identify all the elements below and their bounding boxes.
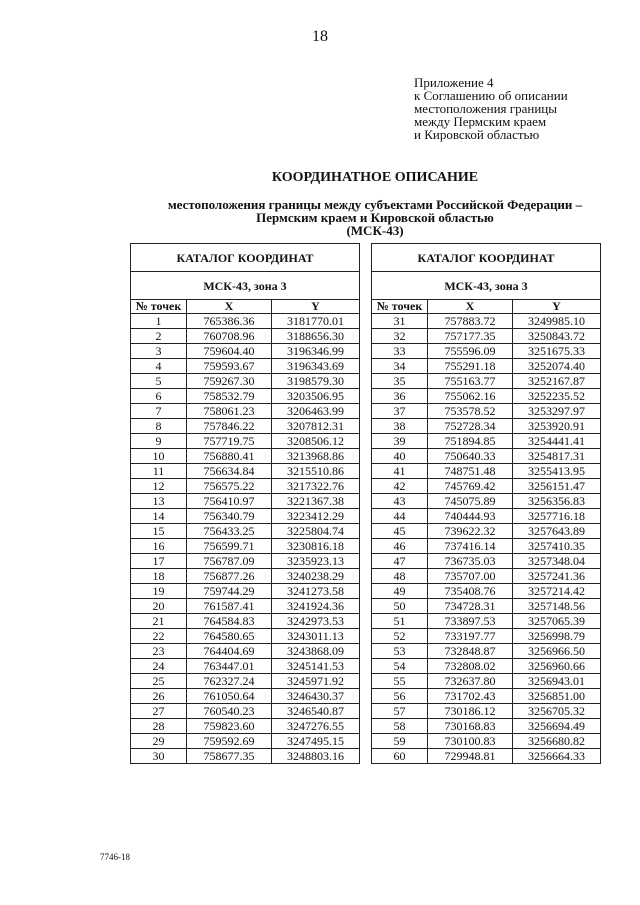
zone-caption: МСК-43, зона 3 [372,272,601,300]
y-coordinate-cell: 3246540.87 [272,704,360,719]
table-row [131,569,360,584]
x-coordinate-cell: 750640.33 [428,449,513,464]
document-heading [140,170,610,237]
table-row [131,629,360,644]
point-number-cell: 54 [372,659,428,674]
x-coordinate-cell: 759823.60 [187,719,272,734]
y-coordinate-cell: 3257716.18 [513,509,601,524]
x-coordinate-cell: 759604.40 [187,344,272,359]
table-row [372,539,601,554]
y-coordinate-cell: 3252074.40 [513,359,601,374]
table-row [131,719,360,734]
x-coordinate-cell: 756340.79 [187,509,272,524]
point-number-cell: 4 [131,359,187,374]
table-row [372,329,601,344]
table-row [372,344,601,359]
table-row [131,344,360,359]
point-number-cell: 40 [372,449,428,464]
point-number-cell: 25 [131,674,187,689]
table-row [372,464,601,479]
table-row [131,584,360,599]
x-coordinate-cell: 755163.77 [428,374,513,389]
point-number-cell: 37 [372,404,428,419]
x-coordinate-cell: 755062.16 [428,389,513,404]
y-coordinate-cell: 3253920.91 [513,419,601,434]
table-row [372,314,601,329]
point-number-cell: 57 [372,704,428,719]
y-coordinate-cell: 3207812.31 [272,419,360,434]
y-coordinate-cell: 3247495.15 [272,734,360,749]
document-title: КООРДИНАТНОЕ ОПИСАНИЕ [271,170,479,185]
y-coordinate-cell: 3245141.53 [272,659,360,674]
point-number-cell: 29 [131,734,187,749]
table-row [372,614,601,629]
table-row [131,674,360,689]
x-coordinate-cell: 765386.36 [187,314,272,329]
point-number-cell: 58 [372,719,428,734]
table-row [131,734,360,749]
point-number-cell: 38 [372,419,428,434]
x-coordinate-cell: 745075.89 [428,494,513,509]
x-coordinate-cell: 739622.32 [428,524,513,539]
point-number-cell: 3 [131,344,187,359]
table-row [131,689,360,704]
y-coordinate-cell: 3256851.00 [513,689,601,704]
document-subtitle-line: местоположения границы между субъектами Российской Федерации – [167,197,583,212]
y-coordinate-cell: 3250843.72 [513,329,601,344]
coordinate-table-right [371,243,601,764]
table-row [372,494,601,509]
x-coordinate-cell: 762327.24 [187,674,272,689]
x-coordinate-cell: 729948.81 [428,749,513,764]
point-number-cell: 2 [131,329,187,344]
table-row [372,749,601,764]
y-coordinate-cell: 3257410.35 [513,539,601,554]
point-number-cell: 35 [372,374,428,389]
table-row [372,524,601,539]
point-number-cell: 23 [131,644,187,659]
x-coordinate-cell: 759267.30 [187,374,272,389]
point-number-cell: 41 [372,464,428,479]
x-coordinate-cell: 733197.77 [428,629,513,644]
table-row [372,569,601,584]
table-row [372,584,601,599]
table-row [131,509,360,524]
table-row [372,599,601,614]
x-coordinate-cell: 756880.41 [187,449,272,464]
table-row [372,404,601,419]
table-row [131,599,360,614]
x-coordinate-cell: 758677.35 [187,749,272,764]
annex-line: между Пермским краем [414,114,547,129]
x-coordinate-cell: 758061.23 [187,404,272,419]
point-number-cell: 33 [372,344,428,359]
point-number-cell: 5 [131,374,187,389]
x-coordinate-cell: 757846.22 [187,419,272,434]
point-number-cell: 32 [372,329,428,344]
y-coordinate-cell: 3217322.76 [272,479,360,494]
x-coordinate-cell: 761587.41 [187,599,272,614]
table-row [131,374,360,389]
table-row [372,734,601,749]
column-header-point: № точек [372,300,428,314]
y-coordinate-cell: 3257643.89 [513,524,601,539]
point-number-cell: 50 [372,599,428,614]
x-coordinate-cell: 730186.12 [428,704,513,719]
table-row [131,704,360,719]
y-coordinate-cell: 3252167.87 [513,374,601,389]
y-coordinate-cell: 3257214.42 [513,584,601,599]
table-row [131,479,360,494]
annex-block [414,76,568,141]
annex-line: и Кировской областью [414,127,540,142]
x-coordinate-cell: 756877.26 [187,569,272,584]
column-header-x: X [187,300,272,314]
y-coordinate-cell: 3257065.39 [513,614,601,629]
y-coordinate-cell: 3256998.79 [513,629,601,644]
y-coordinate-cell: 3225804.74 [272,524,360,539]
point-number-cell: 47 [372,554,428,569]
x-coordinate-cell: 756599.71 [187,539,272,554]
y-coordinate-cell: 3251675.33 [513,344,601,359]
x-coordinate-cell: 757177.35 [428,329,513,344]
y-coordinate-cell: 3256356.83 [513,494,601,509]
table-row [372,704,601,719]
x-coordinate-cell: 764580.65 [187,629,272,644]
x-coordinate-cell: 751894.85 [428,434,513,449]
x-coordinate-cell: 761050.64 [187,689,272,704]
y-coordinate-cell: 3256943.01 [513,674,601,689]
point-number-cell: 39 [372,434,428,449]
page-number: 18 [312,28,328,45]
point-number-cell: 51 [372,614,428,629]
y-coordinate-cell: 3221367.38 [272,494,360,509]
table-row [372,659,601,674]
y-coordinate-cell: 3243011.13 [272,629,360,644]
y-coordinate-cell: 3208506.12 [272,434,360,449]
y-coordinate-cell: 3223412.29 [272,509,360,524]
document-subtitle-line: (МСК-43) [346,223,404,238]
y-coordinate-cell: 3198579.30 [272,374,360,389]
table-row [131,464,360,479]
x-coordinate-cell: 756433.25 [187,524,272,539]
x-coordinate-cell: 755596.09 [428,344,513,359]
x-coordinate-cell: 737416.14 [428,539,513,554]
y-coordinate-cell: 3245971.92 [272,674,360,689]
y-coordinate-cell: 3215510.86 [272,464,360,479]
y-coordinate-cell: 3243868.09 [272,644,360,659]
table-row [131,659,360,674]
x-coordinate-cell: 757883.72 [428,314,513,329]
table-row [372,719,601,734]
x-coordinate-cell: 735707.00 [428,569,513,584]
point-number-cell: 43 [372,494,428,509]
x-coordinate-cell: 735408.76 [428,584,513,599]
point-number-cell: 12 [131,479,187,494]
point-number-cell: 27 [131,704,187,719]
point-number-cell: 31 [372,314,428,329]
point-number-cell: 44 [372,509,428,524]
y-coordinate-cell: 3256960.66 [513,659,601,674]
y-coordinate-cell: 3256966.50 [513,644,601,659]
y-coordinate-cell: 3241924.36 [272,599,360,614]
x-coordinate-cell: 752728.34 [428,419,513,434]
point-number-cell: 19 [131,584,187,599]
point-number-cell: 45 [372,524,428,539]
point-number-cell: 21 [131,614,187,629]
x-coordinate-cell: 756575.22 [187,479,272,494]
point-number-cell: 26 [131,689,187,704]
annex-line: Приложение 4 [414,75,494,90]
x-coordinate-cell: 756634.84 [187,464,272,479]
x-coordinate-cell: 759744.29 [187,584,272,599]
point-number-cell: 16 [131,539,187,554]
y-coordinate-cell: 3246430.37 [272,689,360,704]
y-coordinate-cell: 3256694.49 [513,719,601,734]
catalog-caption: КАТАЛОГ КООРДИНАТ [372,244,601,272]
x-coordinate-cell: 732637.80 [428,674,513,689]
table-row [372,479,601,494]
table-row [372,674,601,689]
table-row [372,419,601,434]
x-coordinate-cell: 734728.31 [428,599,513,614]
y-coordinate-cell: 3181770.01 [272,314,360,329]
y-coordinate-cell: 3203506.95 [272,389,360,404]
x-coordinate-cell: 753578.52 [428,404,513,419]
x-coordinate-cell: 759593.67 [187,359,272,374]
column-header-point: № точек [131,300,187,314]
point-number-cell: 17 [131,554,187,569]
point-number-cell: 36 [372,389,428,404]
y-coordinate-cell: 3257241.36 [513,569,601,584]
point-number-cell: 55 [372,674,428,689]
document-code: 7746-18 [100,852,130,862]
y-coordinate-cell: 3242973.53 [272,614,360,629]
y-coordinate-cell: 3256151.47 [513,479,601,494]
x-coordinate-cell: 730100.83 [428,734,513,749]
y-coordinate-cell: 3247276.55 [272,719,360,734]
table-row [131,419,360,434]
y-coordinate-cell: 3241273.58 [272,584,360,599]
column-header-y: Y [272,300,360,314]
y-coordinate-cell: 3240238.29 [272,569,360,584]
y-coordinate-cell: 3254441.41 [513,434,601,449]
x-coordinate-cell: 760708.96 [187,329,272,344]
table-row [372,449,601,464]
table-row [131,539,360,554]
table-row [131,524,360,539]
table-row [131,434,360,449]
table-row [131,494,360,509]
point-number-cell: 9 [131,434,187,449]
x-coordinate-cell: 736735.03 [428,554,513,569]
point-number-cell: 59 [372,734,428,749]
point-number-cell: 49 [372,584,428,599]
table-row [131,554,360,569]
point-number-cell: 15 [131,524,187,539]
table-row [131,404,360,419]
y-coordinate-cell: 3257148.56 [513,599,601,614]
x-coordinate-cell: 757719.75 [187,434,272,449]
table-row [372,689,601,704]
point-number-cell: 30 [131,749,187,764]
point-number-cell: 1 [131,314,187,329]
table-row [372,374,601,389]
table-row [131,614,360,629]
point-number-cell: 10 [131,449,187,464]
zone-caption: МСК-43, зона 3 [131,272,360,300]
x-coordinate-cell: 745769.42 [428,479,513,494]
point-number-cell: 6 [131,389,187,404]
point-number-cell: 28 [131,719,187,734]
point-number-cell: 11 [131,464,187,479]
y-coordinate-cell: 3188656.30 [272,329,360,344]
table-row [372,554,601,569]
point-number-cell: 18 [131,569,187,584]
y-coordinate-cell: 3256705.32 [513,704,601,719]
y-coordinate-cell: 3196343.69 [272,359,360,374]
table-row [372,359,601,374]
y-coordinate-cell: 3257348.04 [513,554,601,569]
table-row [131,449,360,464]
y-coordinate-cell: 3256680.82 [513,734,601,749]
catalog-caption: КАТАЛОГ КООРДИНАТ [131,244,360,272]
y-coordinate-cell: 3235923.13 [272,554,360,569]
point-number-cell: 20 [131,599,187,614]
x-coordinate-cell: 760540.23 [187,704,272,719]
x-coordinate-cell: 730168.83 [428,719,513,734]
y-coordinate-cell: 3206463.99 [272,404,360,419]
annex-line: местоположения границы [414,101,557,116]
column-header-y: Y [513,300,601,314]
x-coordinate-cell: 748751.48 [428,464,513,479]
y-coordinate-cell: 3196346.99 [272,344,360,359]
point-number-cell: 60 [372,749,428,764]
y-coordinate-cell: 3248803.16 [272,749,360,764]
y-coordinate-cell: 3255413.95 [513,464,601,479]
x-coordinate-cell: 755291.18 [428,359,513,374]
y-coordinate-cell: 3253297.97 [513,404,601,419]
x-coordinate-cell: 759592.69 [187,734,272,749]
point-number-cell: 22 [131,629,187,644]
table-row [372,644,601,659]
x-coordinate-cell: 756787.09 [187,554,272,569]
x-coordinate-cell: 758532.79 [187,389,272,404]
point-number-cell: 14 [131,509,187,524]
point-number-cell: 34 [372,359,428,374]
table-row [131,749,360,764]
document-subtitle-line: Пермским краем и Кировской областью [256,210,494,225]
point-number-cell: 8 [131,419,187,434]
point-number-cell: 56 [372,689,428,704]
table-row [372,434,601,449]
x-coordinate-cell: 756410.97 [187,494,272,509]
table-row [131,314,360,329]
y-coordinate-cell: 3254817.31 [513,449,601,464]
x-coordinate-cell: 740444.93 [428,509,513,524]
coordinate-table-left [130,243,360,764]
y-coordinate-cell: 3256664.33 [513,749,601,764]
point-number-cell: 52 [372,629,428,644]
point-number-cell: 24 [131,659,187,674]
y-coordinate-cell: 3230816.18 [272,539,360,554]
table-row [131,644,360,659]
y-coordinate-cell: 3252235.52 [513,389,601,404]
table-row [372,389,601,404]
point-number-cell: 48 [372,569,428,584]
y-coordinate-cell: 3213968.86 [272,449,360,464]
x-coordinate-cell: 731702.43 [428,689,513,704]
x-coordinate-cell: 732848.87 [428,644,513,659]
table-row [372,629,601,644]
point-number-cell: 53 [372,644,428,659]
table-row [131,329,360,344]
x-coordinate-cell: 764584.83 [187,614,272,629]
x-coordinate-cell: 732808.02 [428,659,513,674]
annex-line: к Соглашению об описании [414,88,568,103]
x-coordinate-cell: 763447.01 [187,659,272,674]
y-coordinate-cell: 3249985.10 [513,314,601,329]
point-number-cell: 42 [372,479,428,494]
point-number-cell: 7 [131,404,187,419]
point-number-cell: 46 [372,539,428,554]
table-row [372,509,601,524]
table-row [131,389,360,404]
x-coordinate-cell: 733897.53 [428,614,513,629]
point-number-cell: 13 [131,494,187,509]
column-header-x: X [428,300,513,314]
x-coordinate-cell: 764404.69 [187,644,272,659]
table-row [131,359,360,374]
